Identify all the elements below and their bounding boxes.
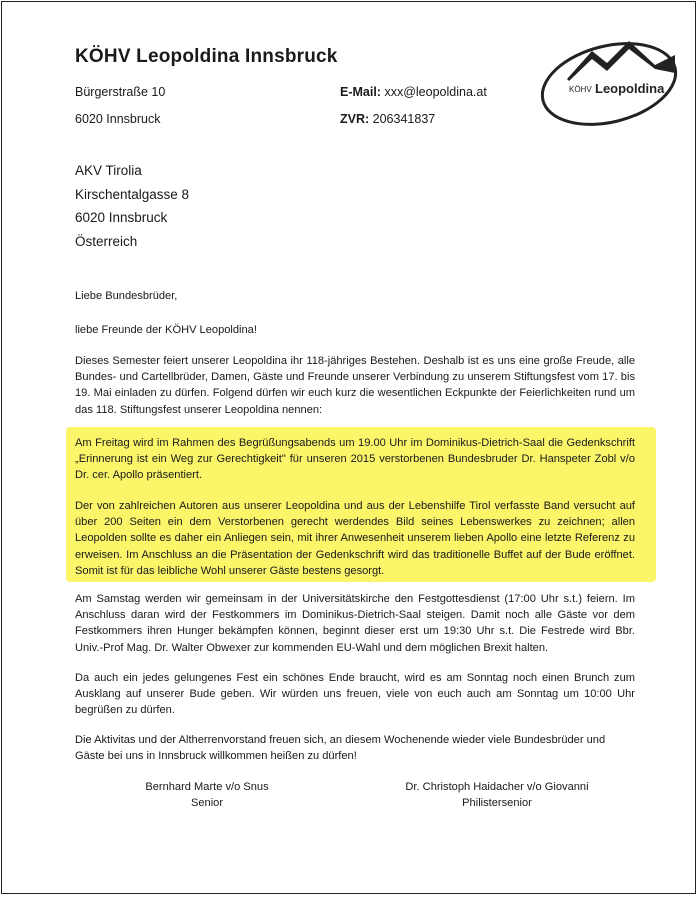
signature-left-role: Senior <box>190 797 224 809</box>
recipient-city: 6020 Innsbruck <box>75 210 168 225</box>
signature-right-name: Dr. Christoph Haidacher v/o Giovanni <box>405 781 589 793</box>
email-value: xxx@leopoldina.at <box>384 85 487 99</box>
sender-city: 6020 Innsbruck <box>75 112 161 126</box>
email-label: E-Mail: <box>340 85 381 99</box>
signature-left <box>112 779 302 811</box>
signature-right <box>382 779 612 811</box>
leopoldina-logo <box>537 29 682 129</box>
paragraph-closing: Die Aktivitas und der Altherrenvorstand freuen sich, an diesem Wochenende wieder viele Bundesbrüder und Gäste bei uns in Innsbruck willkommen heißen zu dürfen! <box>75 734 606 763</box>
recipient-address <box>75 159 189 253</box>
sender-street: Bürgerstraße 10 <box>75 85 166 99</box>
organization-name: KÖHV Leopoldina Innsbruck <box>75 46 338 67</box>
paragraph-saturday: Am Samstag werden wir gemeinsam in der Universitätskirche den Festgottesdienst (17:00 Uhr s.t.) feiern. Im Anschluss daran wird der Festkommers im Dominikus-Dietrich-Saal steigen. Damit noch alle Gäste vor dem Festkommers ihren Hunger bekämpfen können, beginnt dieser erst um 19:30 Uhr s.t. Die Festrede wird Bbr. Univ.-Prof Mag. Dr. Walter Obwexer zur kommenden EU-Wahl und dem möglichen Brexit halten. <box>75 593 635 654</box>
letter-page <box>1 1 696 894</box>
zvr-line <box>340 112 435 126</box>
recipient-country: Österreich <box>75 233 138 249</box>
zvr-value: 206341837 <box>372 112 436 126</box>
paragraph-intro: Dieses Semester feiert unserer Leopoldina ihr 118-jähriges Bestehen. Deshalb ist es uns eine große Freude, alle Bundes- und Cartellbrüder, Damen, Gäste und Freunde unserer Verbindung zu unserem Stiftungsfest vom 17. bis 19. Mai einladen zu dürfen. Folgend dürfen wir euch kurz die wesentlichen Eckpunkte der Feierlichkeiten rund um das 118. Stiftungsfest unserer Leopoldina nennen: <box>75 355 635 416</box>
signature-left-name: Bernhard Marte v/o Snus <box>145 781 269 793</box>
paragraph-sunday: Da auch ein jedes gelungenes Fest ein schönes Ende braucht, wird es am Sonntag noch einen Brunch zum Ausklang auf unserer Bude geben. Wir würden uns freuen, viele von euch auch am Sonntag um 10:00 Uhr begrüßen zu dürfen. <box>75 672 635 717</box>
logo-name: Leopoldina <box>595 81 665 96</box>
logo-prefix: KÖHV <box>569 85 592 94</box>
paragraph-friday: Am Freitag wird im Rahmen des Begrüßungsabends um 19.00 Uhr im Dominikus-Dietrich-Saal die Gedenkschrift „Erinnerung ist ein Weg zur Gerechtigkeit" für unseren 2015 verstorbenen Bundesbruder Dr. Hanspeter Zobl v/o Dr. cer. Apollo präsentiert. <box>75 437 635 482</box>
zvr-label: ZVR: <box>340 112 370 126</box>
paragraph-book: Der von zahlreichen Autoren aus unserer Leopoldina und aus der Lebenshilfe Tirol verfasste Band versucht auf über 200 Seiten ein dem Verstorbenen gerecht werdendes Bild seines Lebenswerkes zu zeichnen; allen Leopolden sollte es daher ein Anliegen sein, mit ihrer Anwesenheit unserem lieben Apollo eine letzte Referenz zu erweisen. Im Anschluss an die Präsentation der Gedenkschrift wird das traditionelle Buffet auf der Bude eröffnet. Somit ist für das leibliche Wohl unserer Gäste bestens gesorgt. <box>75 500 635 577</box>
recipient-street: Kirschentalgasse 8 <box>75 186 190 202</box>
email-line <box>340 85 487 99</box>
recipient-name: AKV Tirolia <box>75 163 142 178</box>
salutation-line-2: liebe Freunde der KÖHV Leopoldina! <box>75 324 257 336</box>
salutation-line-1: Liebe Bundesbrüder, <box>75 290 178 302</box>
signature-right-role: Philistersenior <box>462 797 532 809</box>
